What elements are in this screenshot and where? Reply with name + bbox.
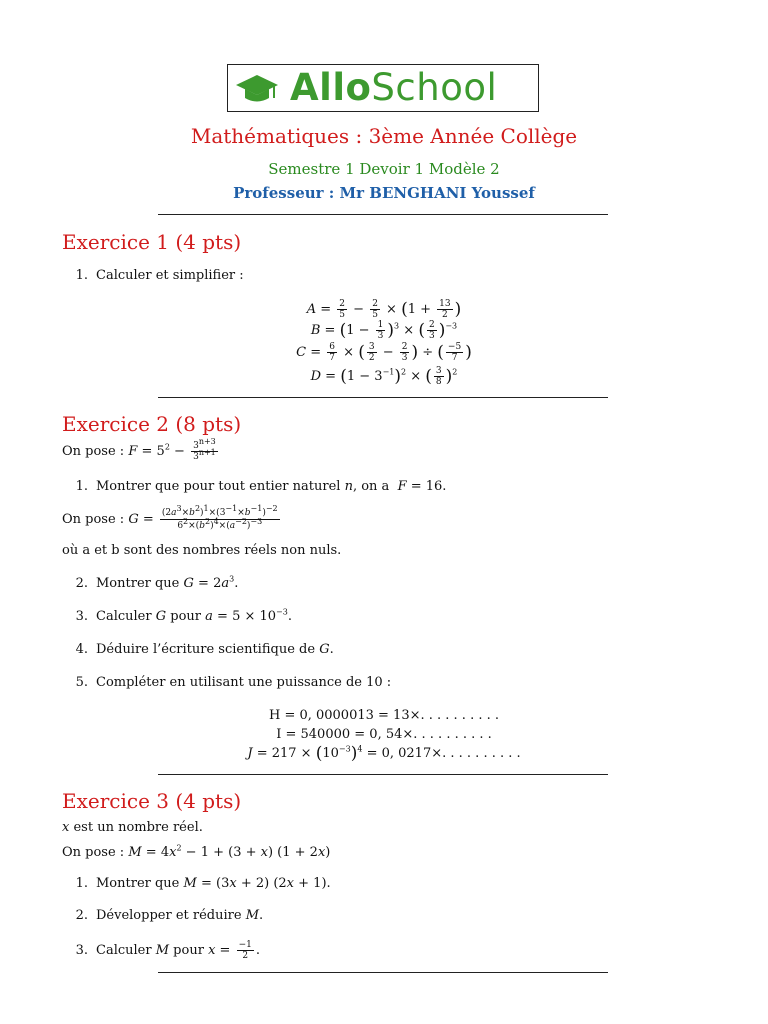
equation-c: C = $\frac{6}{7}$ × ( $\frac{3}{2}$ − $\frac{2}{3}$ ) ÷ ( $\frac{-5}{7}$ ) <box>296 342 472 363</box>
ex1-question-1: 1. Calculer et simplifier : <box>75 268 244 283</box>
ex2-question-5: 5. Compléter en utilisant une puissance de 10 : <box>75 675 392 690</box>
subject-title: Mathématiques : 3ème Année Collège <box>190 124 578 148</box>
equation-j: $J = 217 \times (10^{-3})^4 = 0$, 0217×. . . . . . . . . . <box>247 743 521 764</box>
logo-wordmark: AlloSchool <box>290 66 498 109</box>
professor-name: Professeur : Mr BENGHANI Youssef <box>233 184 535 202</box>
divider <box>158 214 608 215</box>
equation-a: A = $\frac{2}{5}$ − $\frac{2}{5}$ × (1 + $\frac{13}{2}$ ) <box>306 299 462 320</box>
ex3-question-3: 3. Calculer M pour x = $\frac{-1}{2}$ . <box>75 940 260 961</box>
ex2-g-note: où a et b sont des nombres réels non nuls. <box>62 543 342 558</box>
exercise-2-title: Exercice 2 (8 pts) <box>62 412 242 436</box>
divider <box>158 972 608 973</box>
ex2-definition-f: On pose : $F = 5^2$ − $\frac{3^{n+3}}{3^{n+1}}$ <box>62 437 216 462</box>
graduation-cap-icon <box>234 71 280 107</box>
divider <box>158 774 608 775</box>
ex2-question-3: 3. Calculer G pour $a = 5 \times 10^{-3}$. <box>75 607 292 624</box>
exercise-3-title: Exercice 3 (4 pts) <box>62 789 242 813</box>
equation-b: B = (1 − $\frac{1}{3}$ )$^3$ × ( $\frac{2}{3}$ )$^{-3}$ <box>310 320 458 341</box>
devoir-subtitle: Semestre 1 Devoir 1 Modèle 2 <box>268 160 500 178</box>
exercise-1-title: Exercice 1 (4 pts) <box>62 230 242 254</box>
equation-i: I = 540000 = 0, 54×. . . . . . . . . . <box>276 727 492 742</box>
equation-h: H = 0, 0000013 = 13×. . . . . . . . . . <box>268 708 500 723</box>
ex3-question-2: 2. Développer et réduire M. <box>75 908 264 923</box>
equation-d: $D = (1 - 3^{-1})^2$ × ( $\frac{3}{8}$ )$^2$ <box>310 366 458 387</box>
ex3-question-1: 1. Montrer que M = (3x + 2) (2x + 1). <box>75 876 331 891</box>
alloschool-logo <box>227 64 539 112</box>
ex3-definition-m: On pose : $M = 4x^2 - 1 + (3 + x) (1 + 2x)$ <box>62 843 331 860</box>
ex3-intro: x est un nombre réel. <box>62 820 203 835</box>
ex2-question-1: 1. Montrer que pour tout entier naturel n, on a F = 16. <box>75 479 447 494</box>
ex2-definition-g: On pose : G = $\frac{(2a^3\times b^2)^1\times(3^{-1}\times b^{-1})^{-2}}{6^2\times(b^2)^4\times(a^{-2})^{-3}}$ <box>62 504 278 531</box>
divider <box>158 397 608 398</box>
ex2-question-2: 2. Montrer que $G = 2a^3$. <box>75 574 239 591</box>
ex2-question-4: 4. Déduire l’écriture scientifique de G. <box>75 642 334 657</box>
